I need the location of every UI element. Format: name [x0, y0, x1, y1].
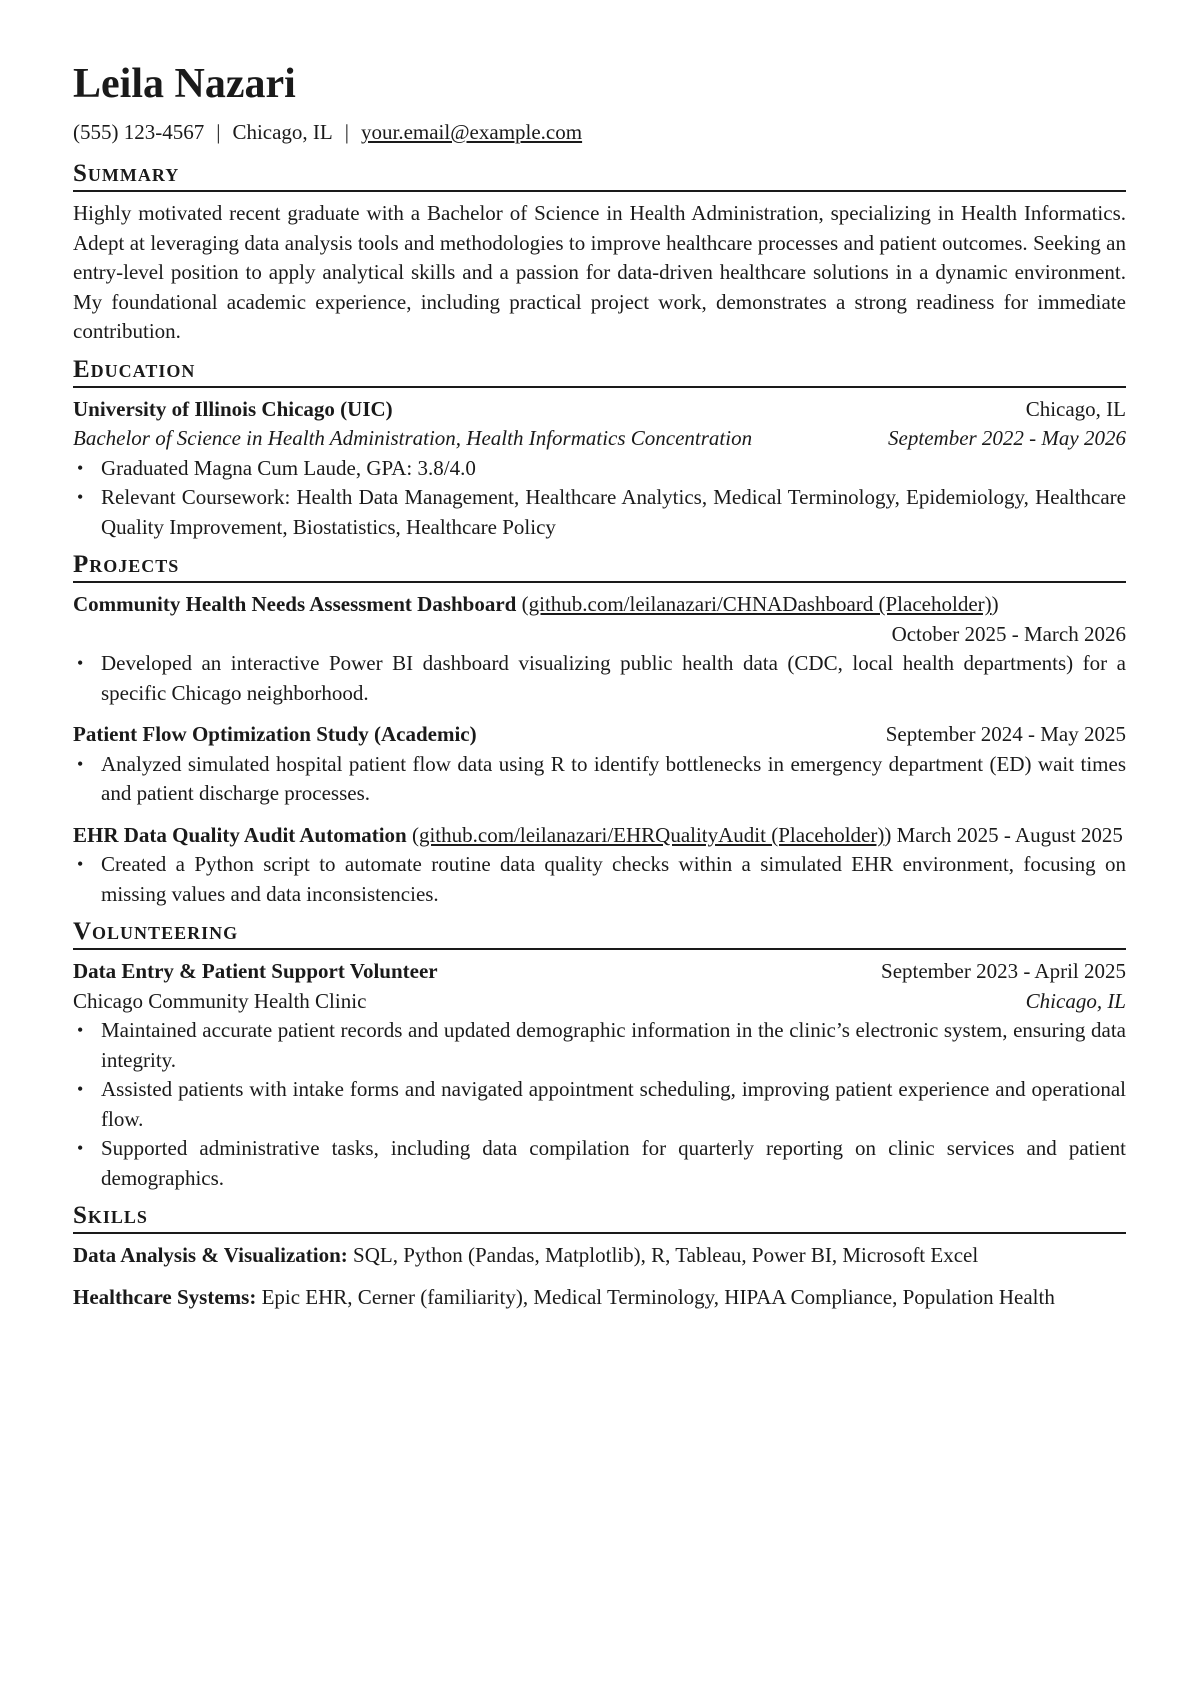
school-location: Chicago, IL	[1025, 396, 1126, 421]
skill-row	[73, 1283, 1126, 1313]
list-item: • Relevant Coursework: Health Data Management, Healthcare Analytics, Medical Terminology, Epidemiology, Healthcare Quality Improvement, Biostatistics, Healthcare Policy	[101, 483, 1126, 542]
education-dates: September 2022 - May 2026	[888, 426, 1126, 450]
summary-section	[73, 159, 1126, 347]
phone: (555) 123-4567	[73, 120, 205, 144]
education-section	[73, 355, 1126, 543]
project-link[interactable]: github.com/leilanazari/CHNADashboard (Placeholder)	[528, 592, 992, 616]
link-paren: (	[521, 592, 529, 616]
volunteering-section	[73, 917, 1126, 1193]
project-header	[73, 821, 1126, 851]
skill-label: Data Analysis & Visualization:	[73, 1243, 348, 1267]
education-header	[73, 395, 1126, 425]
list-item: • Assisted patients with intake forms and navigated appointment scheduling, improving patient experience and operational flow.	[101, 1075, 1126, 1134]
project-dates: October 2025 - March 2026	[891, 621, 1126, 646]
section-title: Volunteering	[73, 917, 1126, 950]
skills-section	[73, 1201, 1126, 1312]
project-dates: March 2025 - August 2025	[896, 822, 1123, 847]
list-item: • Maintained accurate patient records and updated demographic information in the clinic’s electronic system, ensuring data integrity.	[101, 1016, 1126, 1075]
volunteer-location: Chicago, IL	[1025, 988, 1126, 1013]
volunteer-header	[73, 957, 1126, 987]
project-name: Community Health Needs Assessment Dashboard	[73, 592, 517, 616]
separator: |	[344, 120, 349, 144]
volunteer-dates: September 2023 - April 2025	[881, 959, 1126, 983]
skill-value: SQL, Python (Pandas, Matplotlib), R, Tableau, Power BI, Microsoft Excel	[353, 1243, 979, 1267]
list-item: • Analyzed simulated hospital patient flow data using R to identify bottlenecks in emergency department (ED) wait times and patient discharge processes.	[101, 750, 1126, 809]
project-bullets	[73, 750, 1126, 809]
project-bullets	[73, 649, 1126, 708]
candidate-name: Leila Nazari	[73, 61, 296, 107]
degree: Bachelor of Science in Health Administration, Health Informatics Concentration	[73, 426, 753, 450]
list-item: • Created a Python script to automate routine data quality checks within a simulated EHR environment, focusing on missing values and data inconsistencies.	[101, 850, 1126, 909]
project-name: EHR Data Quality Audit Automation	[73, 822, 407, 847]
projects-section	[73, 550, 1126, 909]
link-paren: (	[411, 822, 419, 847]
volunteer-org: Chicago Community Health Clinic	[73, 988, 367, 1013]
section-title: Summary	[73, 159, 1126, 192]
project-link[interactable]: github.com/leilanazari/EHRQualityAudit (Placeholder)	[418, 822, 885, 847]
separator: |	[216, 120, 221, 144]
list-item: • Graduated Magna Cum Laude, GPA: 3.8/4.0	[101, 454, 1126, 484]
resume-page	[73, 60, 1126, 1324]
section-title: Skills	[73, 1201, 1126, 1234]
school-name: University of Illinois Chicago (UIC)	[73, 396, 393, 421]
project-header	[73, 590, 1126, 649]
contact-line	[73, 118, 1126, 147]
volunteer-role: Data Entry & Patient Support Volunteer	[73, 959, 438, 983]
skill-label: Healthcare Systems:	[73, 1284, 257, 1309]
project-entry	[73, 720, 1126, 809]
degree-row	[73, 424, 1126, 454]
education-bullets	[73, 454, 1126, 543]
link-paren: )	[991, 592, 999, 616]
skill-row	[73, 1241, 1126, 1271]
project-entry	[73, 821, 1126, 910]
link-paren: )	[884, 822, 892, 847]
section-title: Education	[73, 355, 1126, 388]
email-link[interactable]: your.email@example.com	[360, 120, 583, 144]
summary-text: Highly motivated recent graduate with a Bachelor of Science in Health Administration, specializing in Health Informatics. Adept at leveraging data analysis tools and methodologies to improve healthcare processes and patient outcomes. Seeking an entry-level position to apply analytical skills and a passion for data-driven healthcare solutions in a dynamic environment. My foundational academic experience, including practical project work, demonstrates a strong readiness for immediate contribution.	[73, 201, 1126, 343]
volunteer-org-row	[73, 987, 1126, 1017]
skill-value: Epic EHR, Cerner (familiarity), Medical Terminology, HIPAA Compliance, Population Health	[261, 1284, 1055, 1309]
project-header	[73, 720, 1126, 750]
list-item: • Developed an interactive Power BI dashboard visualizing public health data (CDC, local health departments) for a specific Chicago neighborhood.	[101, 649, 1126, 708]
project-name: Patient Flow Optimization Study (Academic)	[73, 722, 477, 746]
list-item: • Supported administrative tasks, including data compilation for quarterly reporting on clinic services and patient demographics.	[101, 1134, 1126, 1193]
project-entry	[73, 590, 1126, 708]
section-title: Projects	[73, 550, 1126, 583]
location: Chicago, IL	[232, 120, 333, 144]
project-bullets	[73, 850, 1126, 909]
project-dates: September 2024 - May 2025	[885, 722, 1126, 746]
volunteer-bullets	[73, 1016, 1126, 1193]
